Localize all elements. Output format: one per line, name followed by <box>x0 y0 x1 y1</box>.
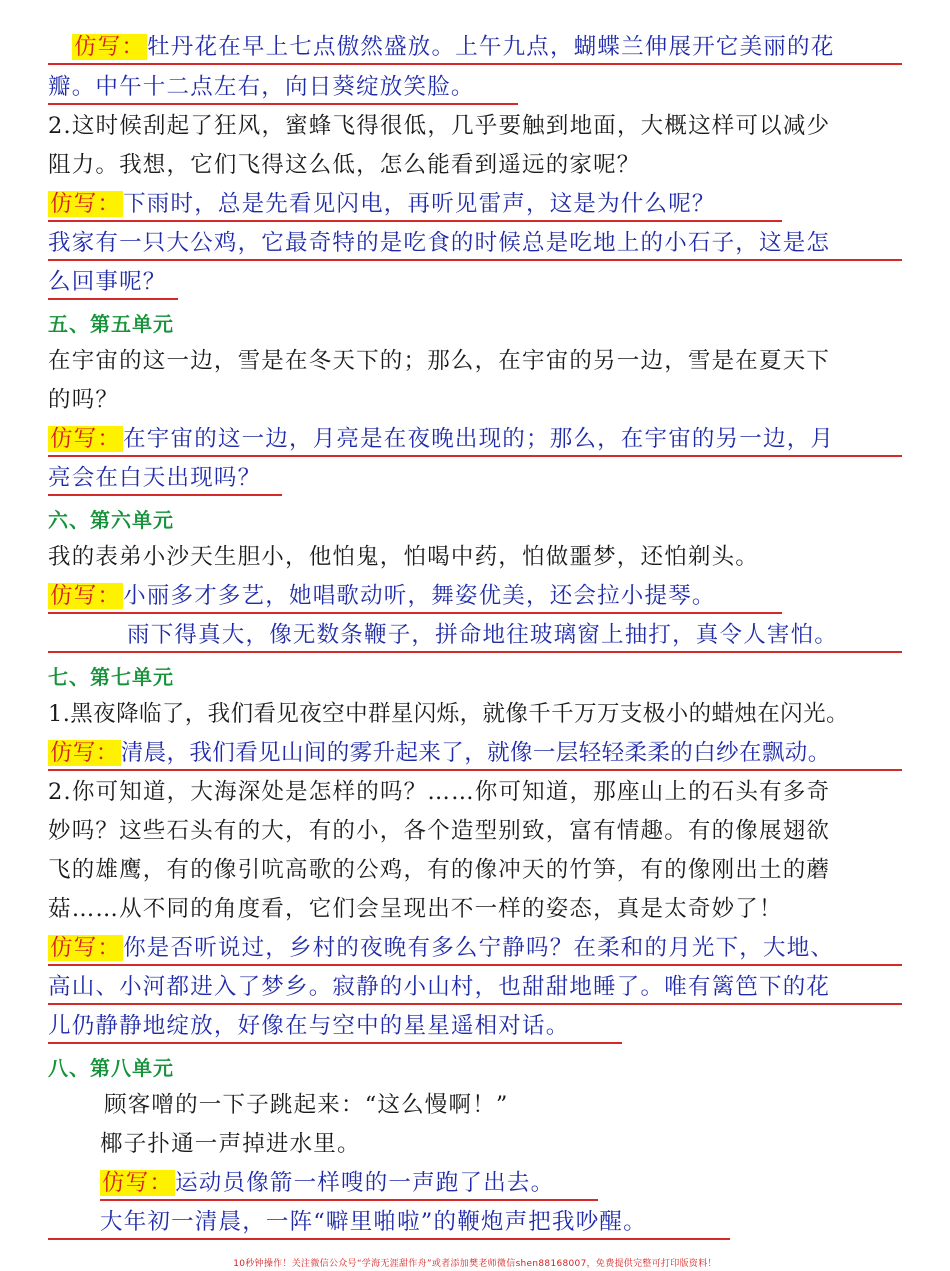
underline <box>48 259 902 261</box>
example-text: 小丽多才多艺，她唱歌动听，舞姿优美，还会拉小提琴。 <box>123 583 716 609</box>
example-line: 雨下得真大，像无数条鞭子，拼命地往玻璃窗上抽打，真令人害怕。 <box>127 622 839 648</box>
example-line: 么回事呢？ <box>48 269 167 295</box>
sample-sentence: 我的表弟小沙天生胆小，他怕鬼，怕喝中药，怕做噩梦，还怕剃头。 <box>48 544 760 570</box>
sample-sentence: 1.黑夜降临了，我们看见夜空中群星闪烁，就像千千万万支极小的蜡烛在闪光。 <box>48 701 849 727</box>
example-line <box>48 737 831 769</box>
imitation-label: 仿写： <box>50 740 119 766</box>
underline <box>48 612 782 614</box>
imitation-label: 仿写： <box>50 583 122 609</box>
underline <box>48 103 518 105</box>
underline <box>48 769 902 771</box>
sample-sentence: 椰子扑通一声掉进水里。 <box>100 1131 361 1157</box>
section-heading: 七、第七单元 <box>48 665 174 689</box>
example-line <box>48 188 716 220</box>
example-line <box>48 423 834 455</box>
underline <box>48 220 782 222</box>
example-line: 大年初一清晨，一阵“噼里啪啦”的鞭炮声把我吵醒。 <box>100 1209 647 1235</box>
underline <box>48 63 902 65</box>
imitation-label: 仿写： <box>50 191 122 217</box>
underline <box>48 455 902 457</box>
example-line <box>48 580 716 612</box>
sample-sentence: 妙吗？这些石头有的大，有的小，各个造型别致，富有情趣。有的像展翅欲 <box>48 818 831 844</box>
underline <box>48 651 902 653</box>
example-line: 亮会在白天出现吗？ <box>48 465 262 491</box>
underline <box>48 1003 902 1005</box>
section-heading: 六、第六单元 <box>48 508 174 532</box>
sample-sentence: 菇……从不同的角度看，它们会呈现出不一样的姿态，真是太奇妙了！ <box>48 896 783 922</box>
footer-note: 10秒钟操作！关注微信公众号“学海无涯甜作舟”或者添加樊老师微信shen88168007，免费提供完整可打印版资料！ <box>233 1259 717 1269</box>
imitation-label: 仿写： <box>74 34 146 60</box>
example-text: 瓣。中午十二点左右，向日葵绽放笑脸。 <box>48 74 475 100</box>
underline <box>48 964 902 966</box>
underline <box>48 1238 730 1240</box>
example-line <box>48 71 475 103</box>
example-line <box>48 932 834 964</box>
sample-sentence: 阻力。我想，它们飞得这么低，怎么能看到遥远的家呢？ <box>48 152 641 178</box>
sample-sentence: 的吗？ <box>48 387 120 413</box>
example-text: 下雨时，总是先看见闪电，再听见雷声，这是为什么呢？ <box>123 191 716 217</box>
section-heading: 五、第五单元 <box>48 312 174 336</box>
underline <box>48 494 282 496</box>
section-heading: 八、第八单元 <box>48 1056 174 1080</box>
sample-sentence: 飞的雄鹰，有的像引吭高歌的公鸡，有的像冲天的竹笋，有的像刚出土的蘑 <box>48 857 831 883</box>
sample-sentence: 在宇宙的这一边，雪是在冬天下的；那么，在宇宙的另一边，雪是在夏天下 <box>48 348 831 374</box>
imitation-label: 仿写： <box>50 426 122 452</box>
example-text: 清晨，我们看见山间的雾升起来了，就像一层轻轻柔柔的白纱在飘动。 <box>120 740 831 766</box>
imitation-label: 仿写： <box>50 935 122 961</box>
sample-sentence: 顾客噌的一下子跳起来：“这么慢啊！” <box>104 1092 509 1118</box>
example-line <box>48 31 834 63</box>
sample-sentence: 2.这时候刮起了狂风，蜜蜂飞得很低，几乎要触到地面，大概这样可以减少 <box>48 113 831 139</box>
example-text: 在宇宙的这一边，月亮是在夜晚出现的；那么，在宇宙的另一边，月 <box>123 426 835 452</box>
underline <box>48 1042 622 1044</box>
imitation-label: 仿写： <box>102 1170 174 1196</box>
underline <box>48 298 178 300</box>
example-line: 高山、小河都进入了梦乡。寂静的小山村，也甜甜地睡了。唯有篱笆下的花 <box>48 974 831 1000</box>
example-text: 你是否听说过，乡村的夜晚有多么宁静吗？在柔和的月光下，大地、 <box>123 935 835 961</box>
underline <box>100 1199 598 1201</box>
example-line: 儿仍静静地绽放，好像在与空中的星星遥相对话。 <box>48 1013 570 1039</box>
example-line: 我家有一只大公鸡，它最奇特的是吃食的时候总是吃地上的小石子，这是怎 <box>48 230 831 256</box>
example-text: 牡丹花在早上七点傲然盛放。上午九点，蝴蝶兰伸展开它美丽的花 <box>147 34 835 60</box>
example-line <box>100 1167 554 1199</box>
sample-sentence: 2.你可知道，大海深处是怎样的吗？……你可知道，那座山上的石头有多奇 <box>48 779 831 805</box>
example-text: 运动员像箭一样嗖的一声跑了出去。 <box>175 1170 555 1196</box>
